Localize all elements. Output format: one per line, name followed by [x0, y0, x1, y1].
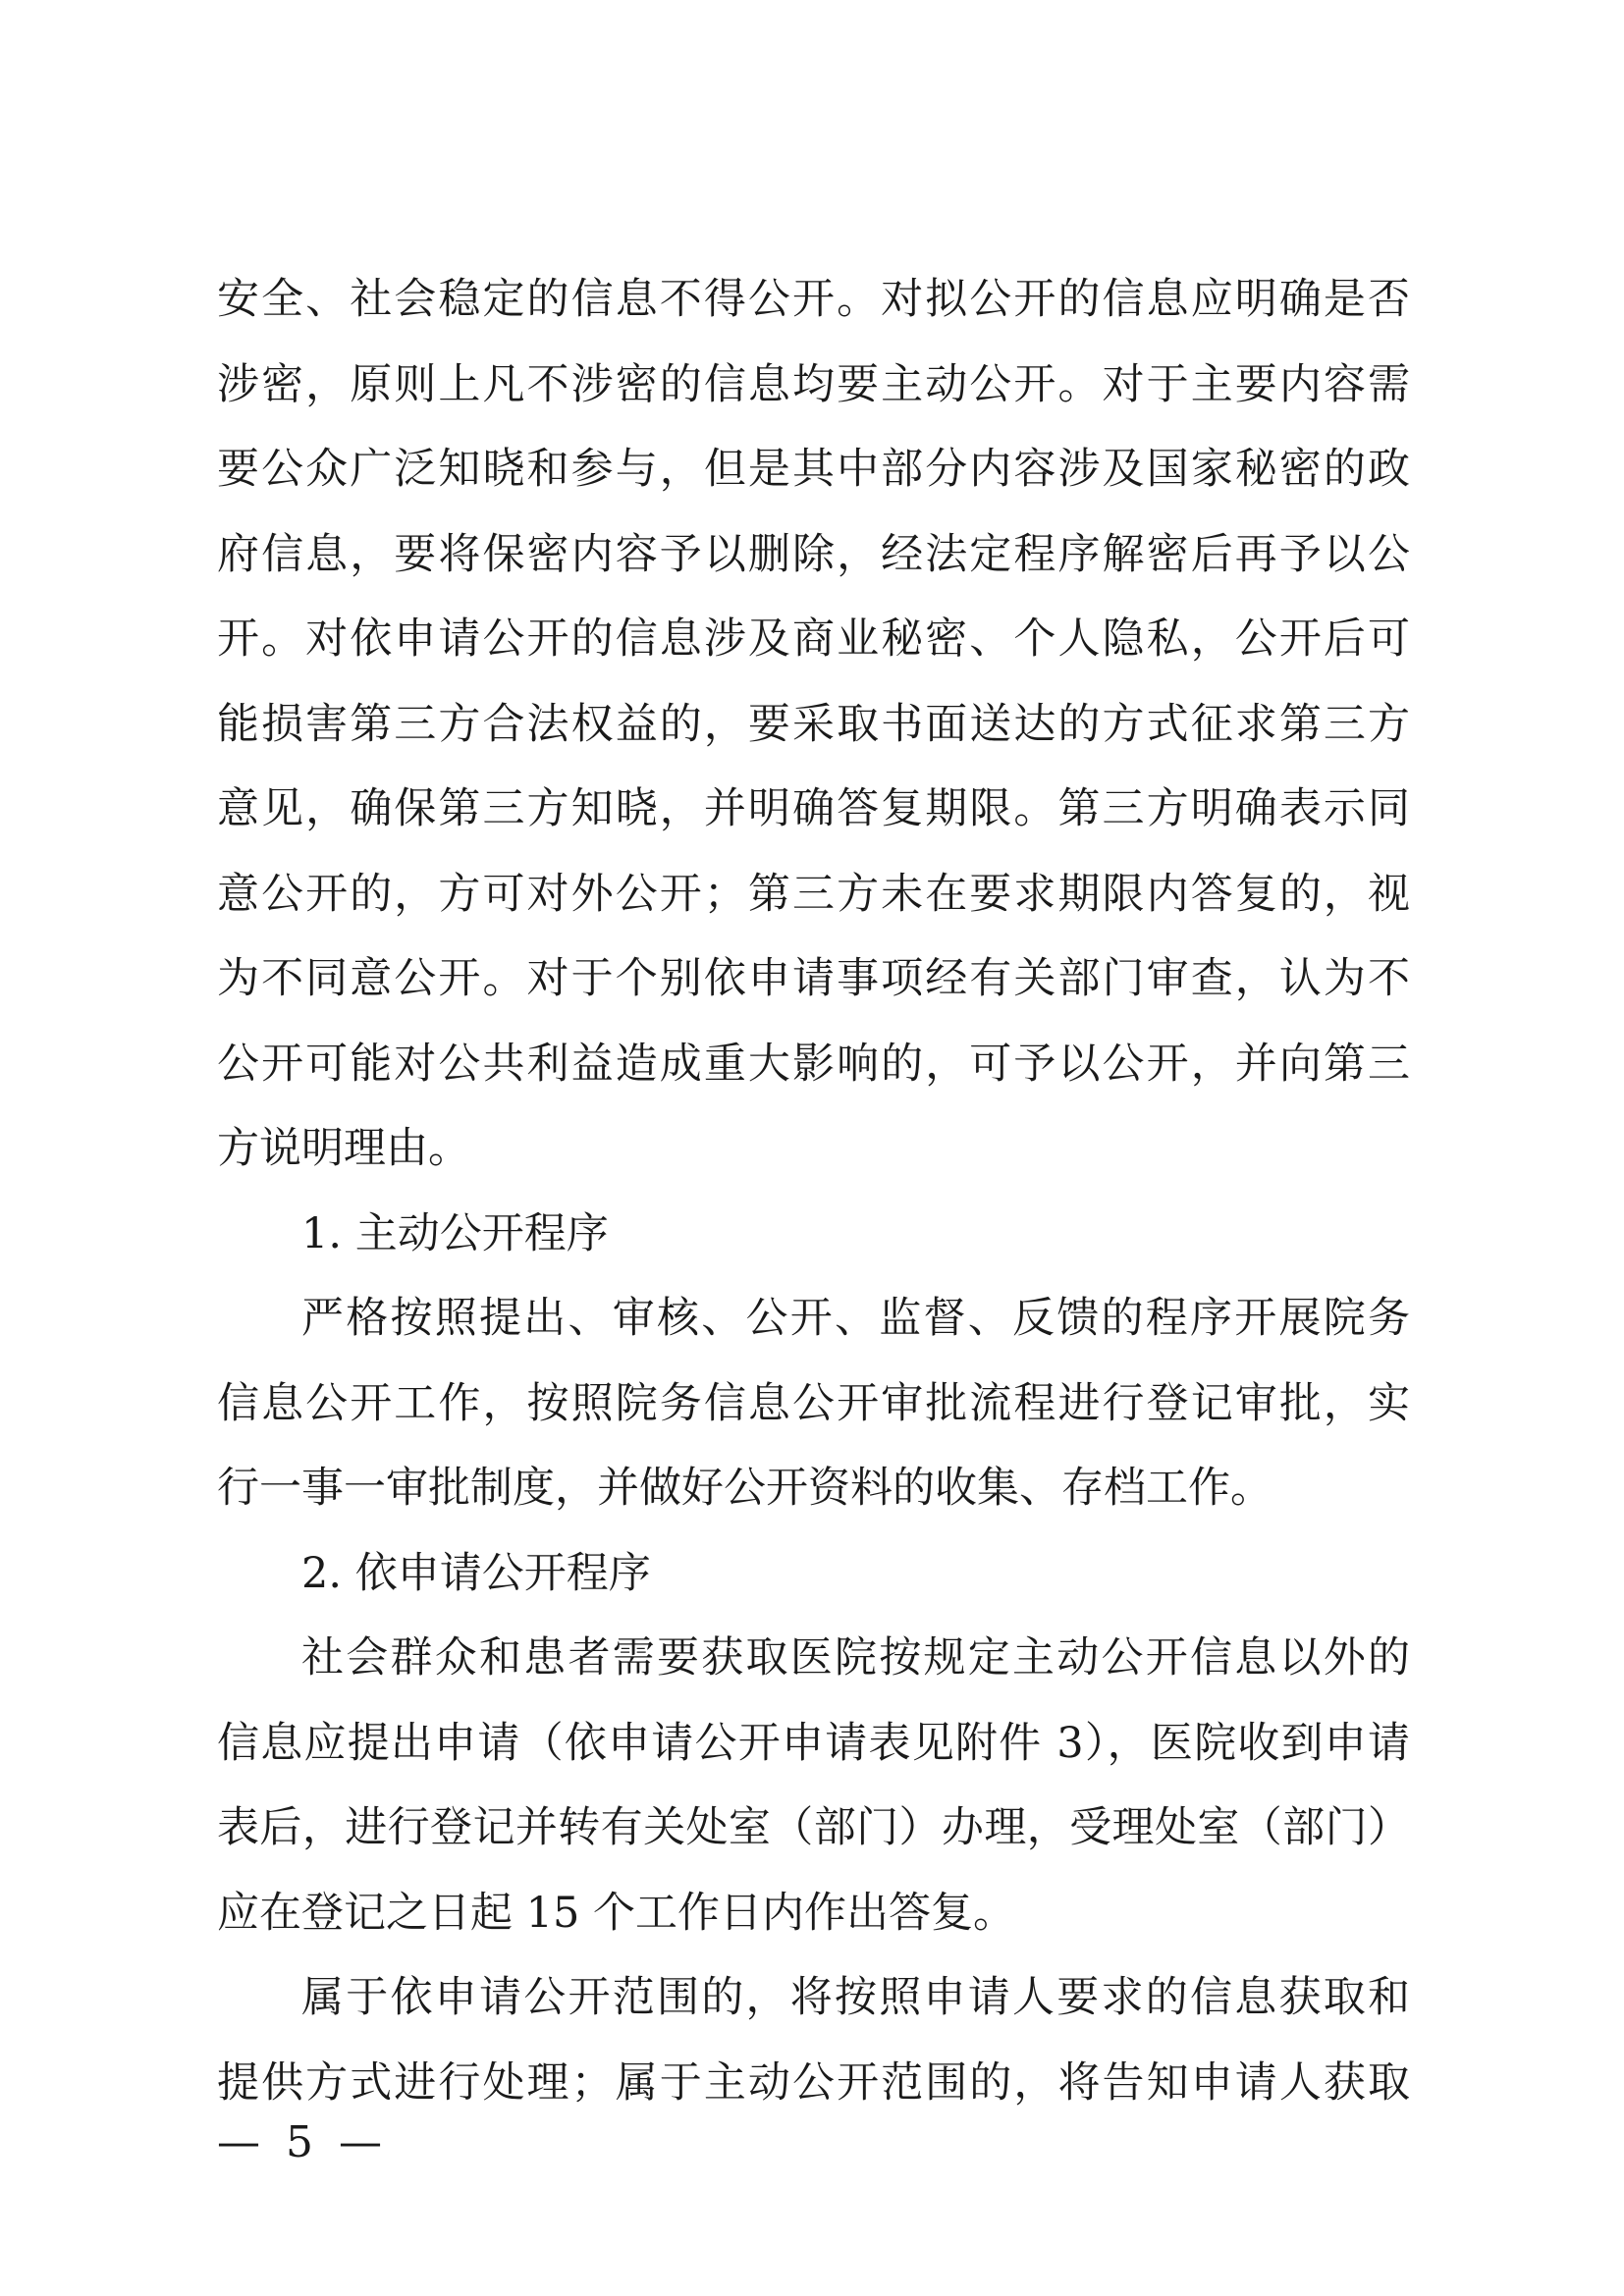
paragraph-line: 信息应提出申请（依申请公开申请表见附件 3），医院收到申请	[217, 1719, 1410, 1768]
paragraph-line: 方说明理由。	[217, 1124, 470, 1173]
paragraph-line: 公开可能对公共利益造成重大影响的，可予以公开，并向第三	[217, 1040, 1410, 1089]
paragraph-line: 行一事一审批制度，并做好公开资料的收集、存档工作。	[217, 1464, 1272, 1513]
paragraph-line: 属于依申请公开范围的，将按照申请人要求的信息获取和	[301, 1973, 1410, 2022]
paragraph-line: 应在登记之日起 15 个工作日内作出答复。	[217, 1889, 1016, 1938]
section-heading: 1. 主动公开程序	[301, 1209, 609, 1258]
paragraph-line: 为不同意公开。对于个别依申请事项经有关部门审查，认为不	[217, 954, 1410, 1003]
paragraph-line: 表后，进行登记并转有关处室（部门）办理，受理处室（部门）	[217, 1803, 1410, 1852]
paragraph-line: 要公众广泛知晓和参与，但是其中部分内容涉及国家秘密的政	[217, 445, 1410, 494]
paragraph-line: 提供方式进行处理；属于主动公开范围的，将告知申请人获取	[217, 2058, 1410, 2108]
paragraph-line: 意公开的，方可对外公开；第三方未在要求期限内答复的，视	[217, 870, 1410, 919]
paragraph-line: 安全、社会稳定的信息不得公开。对拟公开的信息应明确是否	[217, 275, 1410, 324]
paragraph-line: 能损害第三方合法权益的，要采取书面送达的方式征求第三方	[217, 700, 1410, 749]
paragraph-line: 社会群众和患者需要获取医院按规定主动公开信息以外的	[301, 1633, 1410, 1682]
section-heading: 2. 依申请公开程序	[301, 1549, 651, 1598]
paragraph-line: 府信息，要将保密内容予以删除，经法定程序解密后再予以公	[217, 530, 1410, 579]
page-number: — 5 —	[217, 2117, 388, 2167]
paragraph-line: 开。对依申请公开的信息涉及商业秘密、个人隐私，公开后可	[217, 614, 1410, 664]
paragraph-line: 严格按照提出、审核、公开、监督、反馈的程序开展院务	[301, 1294, 1410, 1343]
paragraph-line: 意见，确保第三方知晓，并明确答复期限。第三方明确表示同	[217, 784, 1410, 833]
paragraph-line: 涉密，原则上凡不涉密的信息均要主动公开。对于主要内容需	[217, 360, 1410, 409]
paragraph-line: 信息公开工作，按照院务信息公开审批流程进行登记审批，实	[217, 1379, 1410, 1428]
